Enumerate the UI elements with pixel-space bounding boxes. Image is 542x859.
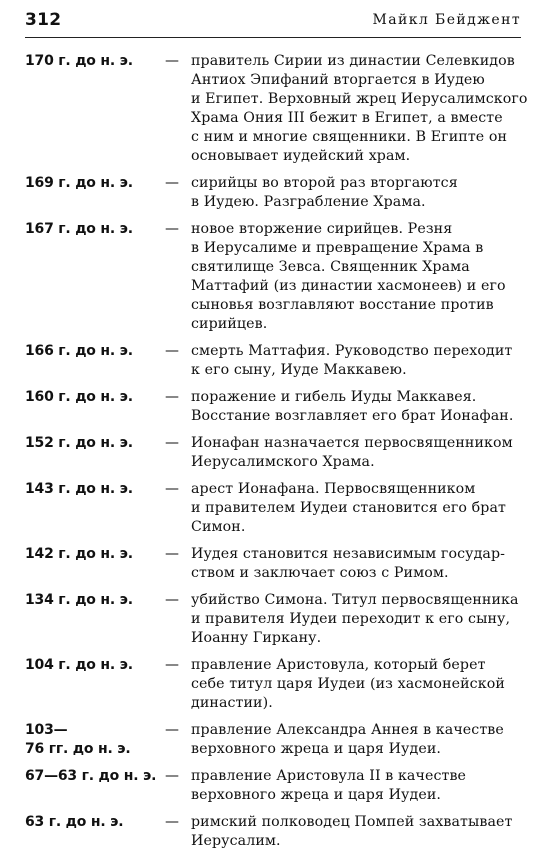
entry-text-line: Иудея становится независимым государ-: [191, 546, 506, 562]
entry-text-line: и правителя Иудеи переходит к его сыну,: [191, 611, 511, 627]
entry-text-line: верховного жреца и царя Иудеи.: [191, 787, 442, 803]
entry-date-line: 134 г. до н. э.: [25, 592, 133, 608]
entry-dash: —: [165, 546, 179, 562]
entry-date-line: 143 г. до н. э.: [25, 481, 133, 497]
entry-date-line: 103—: [25, 722, 68, 738]
entry-text-line: Симон.: [191, 519, 246, 535]
entry-date-line: 142 г. до н. э.: [25, 546, 133, 562]
entry-text-line: новое вторжение сирийцев. Резня: [191, 221, 453, 237]
entry-date: [25, 591, 165, 610]
entry-text-line: Иерусалим.: [191, 833, 281, 849]
entry-dash: —: [165, 53, 179, 69]
entry-description: [191, 52, 528, 166]
entry-text-line: и правителем Иудеи становится его брат: [191, 500, 506, 516]
entry-text-line: с ним и многие священники. В Египте он: [191, 129, 508, 145]
entry-text-line: смерть Маттафия. Руководство переходит: [191, 343, 513, 359]
entry-text-line: правление Аристовула, который берет: [191, 657, 486, 673]
entry-description: [191, 388, 521, 426]
entry-text-line: арест Ионафана. Первосвященником: [191, 481, 476, 497]
entry-date-line: 76 гг. до н. э.: [25, 741, 131, 757]
entry-date-line: 67—63 г. до н. э.: [25, 768, 157, 784]
entry-date-line: 63 г. до н. э.: [25, 814, 124, 830]
entry-text-line: сирийцев.: [191, 316, 268, 332]
chronology-entry: [25, 656, 521, 713]
entry-description: [191, 220, 521, 334]
entry-dash: —: [165, 343, 179, 359]
entry-dash: —: [165, 657, 179, 673]
page-number: 312: [25, 10, 62, 30]
entry-text-line: сирийцы во второй раз вторгаются: [191, 175, 458, 191]
entry-date-line: 170 г. до н. э.: [25, 53, 133, 69]
entry-description: [191, 767, 521, 805]
entry-dash: —: [165, 722, 179, 738]
entry-dash: —: [165, 592, 179, 608]
entry-dash: —: [165, 389, 179, 405]
entry-dash: —: [165, 435, 179, 451]
entry-text-line: верховного жреца и царя Иудеи.: [191, 741, 442, 757]
entry-dash: —: [165, 768, 179, 784]
entry-description: [191, 342, 521, 380]
entry-description: [191, 656, 521, 713]
chronology-entry: [25, 174, 521, 212]
page-header: [25, 10, 521, 36]
entry-text-line: династии).: [191, 695, 273, 711]
entry-text-line: святилище Зевса. Священник Храма: [191, 259, 470, 275]
entry-date: [25, 388, 165, 407]
chronology-entry: [25, 591, 521, 648]
entry-text-line: Восстание возглавляет его брат Ионафан.: [191, 408, 514, 424]
entry-text-line: Антиох Эпифаний вторгается в Иудею: [191, 72, 485, 88]
entry-date: [25, 813, 165, 832]
entry-dash: —: [165, 814, 179, 830]
entry-date: [25, 220, 165, 239]
entry-dash: —: [165, 175, 179, 191]
entry-description: [191, 545, 521, 583]
entry-text-line: поражение и гибель Иуды Маккавея.: [191, 389, 477, 405]
entry-dash: —: [165, 481, 179, 497]
entry-text-line: к его сыну, Иуде Маккавею.: [191, 362, 407, 378]
chronology-entry: [25, 767, 521, 805]
entry-text-line: Маттафий (из династии хасмонеев) и его: [191, 278, 506, 294]
entry-date: [25, 767, 165, 786]
entry-date: [25, 52, 165, 71]
entry-text-line: правление Александра Аннея в качестве: [191, 722, 504, 738]
entry-date: [25, 656, 165, 675]
entry-description: [191, 721, 521, 759]
entry-date: [25, 721, 165, 759]
entry-text-line: ством и заключает союз с Римом.: [191, 565, 449, 581]
entry-text-line: убийство Симона. Титул первосвященника: [191, 592, 519, 608]
chronology-entry: [25, 721, 521, 759]
entry-date-line: 160 г. до н. э.: [25, 389, 133, 405]
entry-text-line: себе титул царя Иудеи (из хасмонейской: [191, 676, 505, 692]
entry-text-line: основывает иудейский храм.: [191, 148, 411, 164]
chronology-entry: [25, 813, 521, 851]
chronology-entry: [25, 220, 521, 334]
entry-date-line: 167 г. до н. э.: [25, 221, 133, 237]
entry-date: [25, 342, 165, 361]
chronology-entry: [25, 434, 521, 472]
entry-date: [25, 174, 165, 193]
entry-description: [191, 591, 521, 648]
chronology-entry: [25, 342, 521, 380]
entry-description: [191, 174, 521, 212]
book-page: [25, 0, 528, 849]
entry-date-line: 166 г. до н. э.: [25, 343, 133, 359]
entry-description: [191, 434, 521, 472]
chronology-entry: [25, 52, 528, 166]
chronology-entry: [25, 480, 521, 537]
entry-text-line: Храма Ония III бежит в Египет, а вместе: [191, 110, 503, 126]
entry-dash: —: [165, 221, 179, 237]
running-head-author: Майкл Бейджент: [372, 12, 521, 28]
entry-text-line: правитель Сирии из династии Селевкидов: [191, 53, 515, 69]
entry-date: [25, 545, 165, 564]
chronology-entry: [25, 388, 521, 426]
entry-date: [25, 434, 165, 453]
entry-text-line: сыновья возглавляют восстание против: [191, 297, 494, 313]
entry-text-line: римский полководец Помпей захватывает: [191, 814, 513, 830]
entry-date-line: 104 г. до н. э.: [25, 657, 133, 673]
entry-text-line: в Иудею. Разграбление Храма.: [191, 194, 426, 210]
entry-date: [25, 480, 165, 499]
entry-date-line: 152 г. до н. э.: [25, 435, 133, 451]
entry-text-line: Ионафан назначается первосвященником: [191, 435, 513, 451]
entry-description: [191, 480, 521, 537]
chronology-list: [25, 52, 528, 859]
header-rule: [25, 37, 521, 38]
chronology-entry: [25, 545, 521, 583]
entry-text-line: правление Аристовула II в качестве: [191, 768, 467, 784]
entry-text-line: Иерусалимского Храма.: [191, 454, 375, 470]
entry-text-line: Иоанну Гиркану.: [191, 630, 322, 646]
entry-date-line: 169 г. до н. э.: [25, 175, 133, 191]
entry-text-line: и Египет. Верховный жрец Иерусалимского: [191, 91, 528, 107]
entry-description: [191, 813, 521, 851]
entry-text-line: в Иерусалиме и превращение Храма в: [191, 240, 484, 256]
